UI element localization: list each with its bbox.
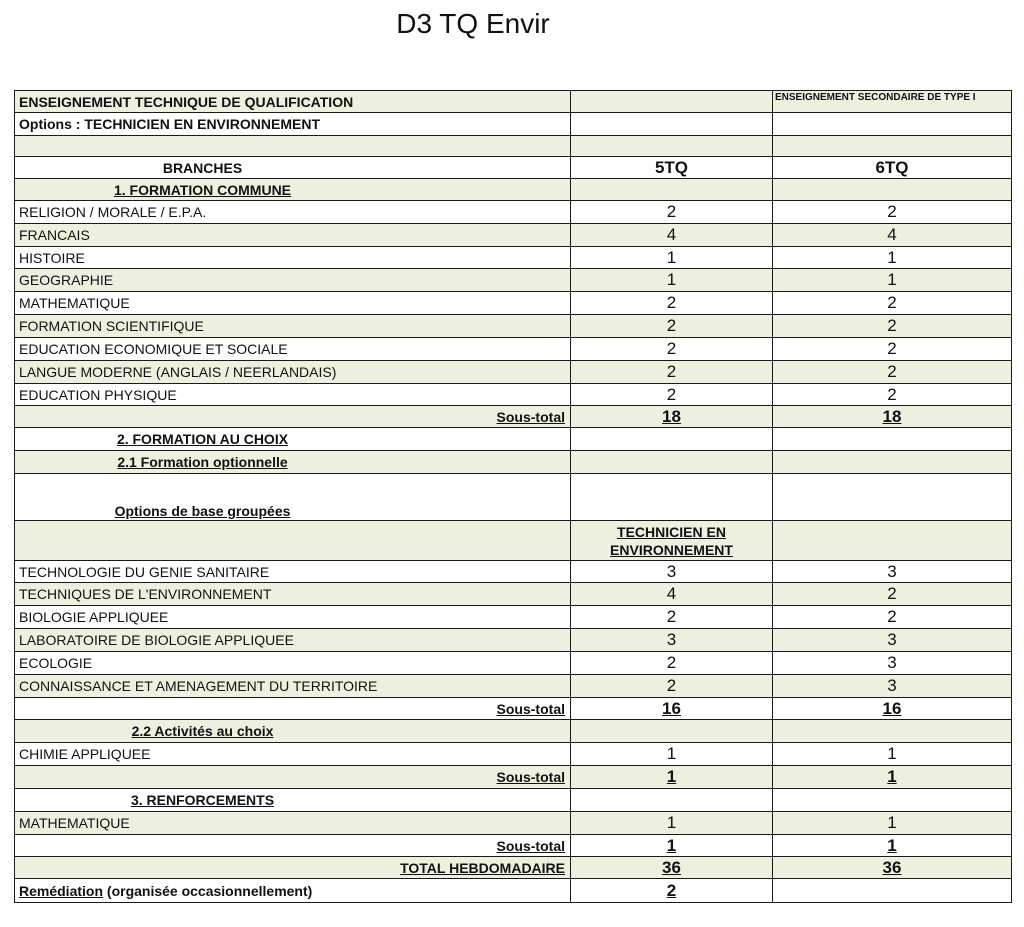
table-row: [15, 743, 1012, 766]
section-heading-formation-choix: 2. FORMATION AU CHOIX: [15, 428, 571, 451]
hours-6tq: 2: [773, 201, 1012, 224]
hours-5tq: 1: [571, 743, 773, 766]
section-heading-formation-commune: 1. FORMATION COMMUNE: [15, 179, 571, 201]
hours-6tq: 3: [773, 629, 1012, 652]
hours-5tq: 2: [571, 361, 773, 384]
option-name: TECHNICIEN EN ENVIRONNEMENT: [571, 521, 773, 561]
hours-5tq: 2: [571, 338, 773, 361]
empty-cell: [773, 113, 1012, 136]
course-name: MATHEMATIQUE: [15, 292, 571, 315]
hours-6tq: 2: [773, 361, 1012, 384]
hours-5tq: 1: [571, 247, 773, 269]
institution-title: ENSEIGNEMENT TECHNIQUE DE QUALIFICATION: [15, 91, 571, 113]
subtotal-5tq: 18: [571, 406, 773, 428]
hours-5tq: 2: [571, 652, 773, 675]
section-heading-row: [15, 789, 1012, 812]
hours-5tq: 2: [571, 292, 773, 315]
table-row: [15, 629, 1012, 652]
hours-6tq: 1: [773, 812, 1012, 835]
table-row: [15, 315, 1012, 338]
subsection-heading-row: [15, 451, 1012, 474]
remediation-5tq: 2: [571, 879, 773, 903]
total-6tq: 36: [773, 857, 1012, 879]
hours-6tq: 2: [773, 606, 1012, 629]
subtotal-row: [15, 766, 1012, 789]
course-name: TECHNIQUES DE L'ENVIRONNEMENT: [15, 583, 571, 606]
table-row: [15, 812, 1012, 835]
subtotal-label: Sous-total: [15, 835, 571, 857]
hours-6tq: 4: [773, 224, 1012, 247]
table-row: [15, 247, 1012, 269]
course-name: FRANCAIS: [15, 224, 571, 247]
hours-6tq: 1: [773, 247, 1012, 269]
subtotal-6tq: 16: [773, 698, 1012, 720]
total-5tq: 36: [571, 857, 773, 879]
branches-header: BRANCHES: [15, 157, 571, 179]
hours-6tq: 2: [773, 583, 1012, 606]
header-row-options: [15, 113, 1012, 136]
hours-6tq: 1: [773, 269, 1012, 292]
hours-6tq: 3: [773, 561, 1012, 583]
schedule-table: [14, 90, 1012, 903]
hours-6tq: 3: [773, 675, 1012, 698]
course-name: TECHNOLOGIE DU GENIE SANITAIRE: [15, 561, 571, 583]
page-title: D3 TQ Envir: [396, 8, 550, 39]
options-group-label: Options de base groupées: [15, 474, 571, 521]
table-row: [15, 606, 1012, 629]
section-heading-row: [15, 179, 1012, 201]
remediation-label: Remédiation: [19, 882, 104, 899]
hours-5tq: 2: [571, 315, 773, 338]
table-row: [15, 675, 1012, 698]
course-name: BIOLOGIE APPLIQUEE: [15, 606, 571, 629]
course-name: FORMATION SCIENTIFIQUE: [15, 315, 571, 338]
table-row: [15, 338, 1012, 361]
header-row-institution: [15, 91, 1012, 113]
subtotal-5tq: 1: [571, 835, 773, 857]
hours-6tq: 2: [773, 292, 1012, 315]
table-row: [15, 224, 1012, 247]
hours-5tq: 3: [571, 561, 773, 583]
remediation-cell: [15, 879, 571, 903]
hours-6tq: 2: [773, 315, 1012, 338]
subtotal-6tq: 18: [773, 406, 1012, 428]
subtotal-row: [15, 835, 1012, 857]
options-line: Options : TECHNICIEN EN ENVIRONNEMENT: [15, 113, 571, 136]
subtotal-row: [15, 406, 1012, 428]
options-group-row: [15, 474, 1012, 521]
total-label: TOTAL HEBDOMADAIRE: [15, 857, 571, 879]
subtotal-5tq: 16: [571, 698, 773, 720]
total-row: [15, 857, 1012, 879]
hours-5tq: 2: [571, 606, 773, 629]
hours-6tq: 2: [773, 384, 1012, 406]
subtotal-label: Sous-total: [15, 766, 571, 789]
column-5tq: 5TQ: [571, 157, 773, 179]
course-name: LANGUE MODERNE (ANGLAIS / NEERLANDAIS): [15, 361, 571, 384]
subtotal-label: Sous-total: [15, 406, 571, 428]
course-name: GEOGRAPHIE: [15, 269, 571, 292]
subtotal-6tq: 1: [773, 835, 1012, 857]
table-row: [15, 292, 1012, 315]
table-row: [15, 583, 1012, 606]
course-name: MATHEMATIQUE: [15, 812, 571, 835]
empty-cell: [571, 91, 773, 113]
table-row: [15, 384, 1012, 406]
hours-5tq: 2: [571, 384, 773, 406]
hours-5tq: 4: [571, 224, 773, 247]
hours-5tq: 2: [571, 201, 773, 224]
spacer-row: [15, 136, 1012, 157]
table-row: [15, 201, 1012, 224]
hours-5tq: 3: [571, 629, 773, 652]
hours-5tq: 1: [571, 812, 773, 835]
table-row: [15, 269, 1012, 292]
section-heading-renforcements: 3. RENFORCEMENTS: [15, 789, 571, 812]
course-name: EDUCATION ECONOMIQUE ET SOCIALE: [15, 338, 571, 361]
course-name: CONNAISSANCE ET AMENAGEMENT DU TERRITOIRE: [15, 675, 571, 698]
table-row: [15, 561, 1012, 583]
hours-5tq: 1: [571, 269, 773, 292]
column-6tq: 6TQ: [773, 157, 1012, 179]
table-row: [15, 361, 1012, 384]
hours-5tq: 2: [571, 675, 773, 698]
subtotal-6tq: 1: [773, 766, 1012, 789]
subsection-heading-row: [15, 720, 1012, 743]
subtotal-5tq: 1: [571, 766, 773, 789]
subtotal-row: [15, 698, 1012, 720]
subsection-heading-optionnelle: 2.1 Formation optionnelle: [15, 451, 571, 474]
hours-5tq: 4: [571, 583, 773, 606]
subsection-heading-activites: 2.2 Activités au choix: [15, 720, 571, 743]
hours-6tq: 3: [773, 652, 1012, 675]
remediation-note: (organisée occasionnellement): [103, 882, 313, 899]
course-name: RELIGION / MORALE / E.P.A.: [15, 201, 571, 224]
remediation-row: [15, 879, 1012, 903]
column-header-row: [15, 157, 1012, 179]
course-name: CHIMIE APPLIQUEE: [15, 743, 571, 766]
course-name: LABORATOIRE DE BIOLOGIE APPLIQUEE: [15, 629, 571, 652]
course-name: HISTOIRE: [15, 247, 571, 269]
hours-6tq: 1: [773, 743, 1012, 766]
empty-cell: [571, 113, 773, 136]
empty-cell: [773, 879, 1012, 903]
course-name: ECOLOGIE: [15, 652, 571, 675]
option-name-row: [15, 521, 1012, 561]
subtotal-label: Sous-total: [15, 698, 571, 720]
secondary-type-label: ENSEIGNEMENT SECONDAIRE DE TYPE I: [773, 91, 1012, 113]
course-name: EDUCATION PHYSIQUE: [15, 384, 571, 406]
table-row: [15, 652, 1012, 675]
section-heading-row: [15, 428, 1012, 451]
hours-6tq: 2: [773, 338, 1012, 361]
